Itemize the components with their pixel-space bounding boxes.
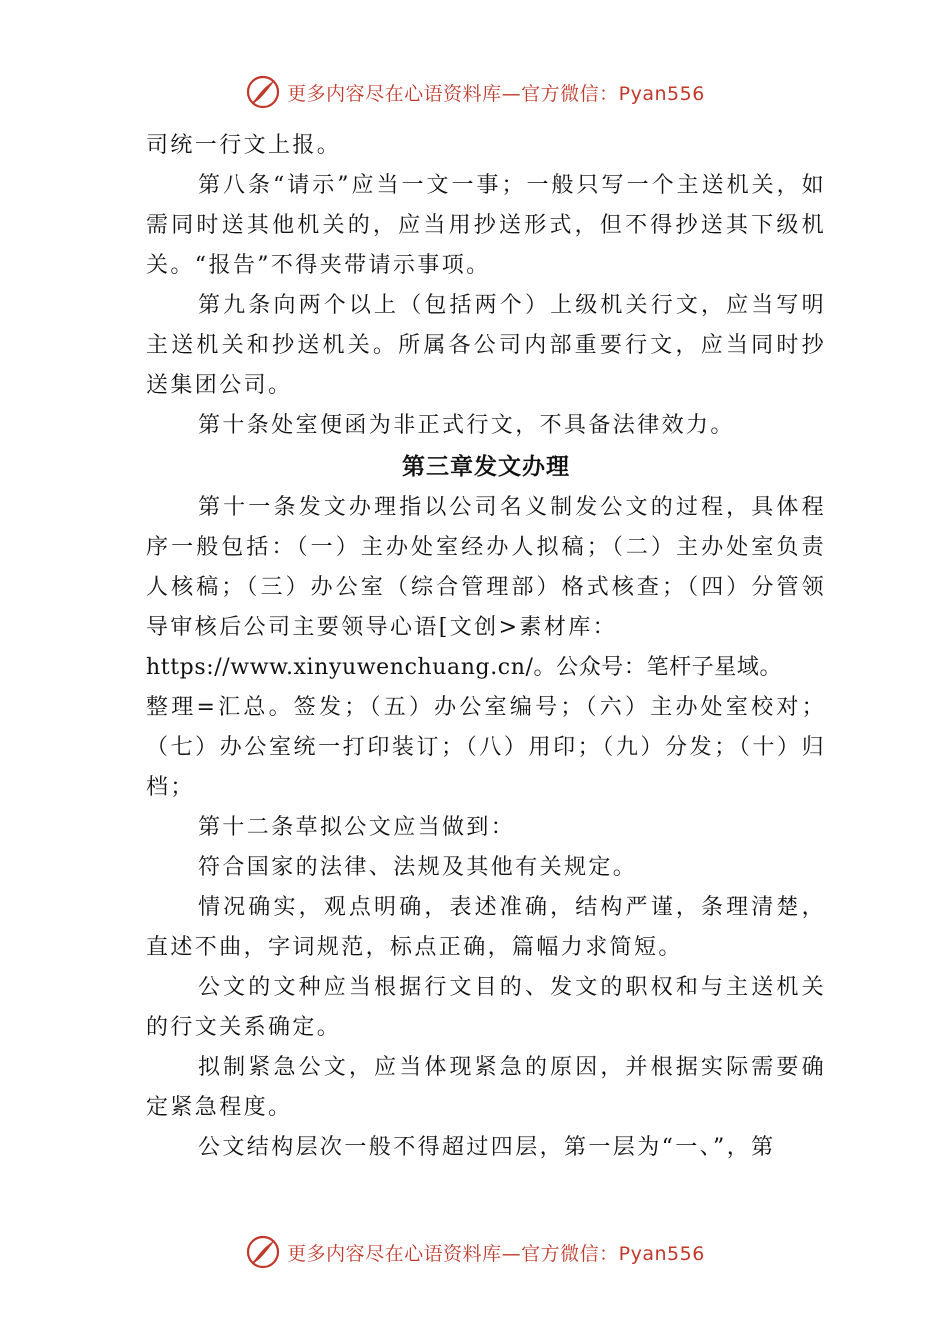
- rule-document-type: 公文的文种应当根据行文目的、发文的职权和与主送机关的行文关系确定。: [146, 975, 826, 1040]
- article-11-continued: 整理=汇总。签发；（五）办公室编号；（六）主办处室校对；（七）办公室统一打印装订；（八）用印；（九）分发；（十）归档；: [146, 695, 826, 800]
- header-banner: [0, 72, 950, 112]
- article-11: 第十一条发文办理指以公司名义制发公文的过程，具体程序一般包括：（一）主办处室经办人拟稿；（二）主办处室负责人核稿；（三）办公室（综合管理部）格式核查；（四）分管领导审核后公司主要领导心语[文创>素材库：: [146, 495, 826, 640]
- article-11-url-line: https://www.xinyuwenchuang.cn/。公众号：笔杆子星域。: [146, 655, 783, 680]
- rule-clarity: 情况确实，观点明确，表述准确，结构严谨，条理清楚，直述不曲，字词规范，标点正确，篇幅力求简短。: [146, 895, 826, 960]
- rule-urgent-documents: 拟制紧急公文，应当体现紧急的原因，并根据实际需要确定紧急程度。: [146, 1055, 826, 1120]
- document-body: [146, 126, 826, 1168]
- article-9: 第九条向两个以上（包括两个）上级机关行文，应当写明主送机关和抄送机关。所属各公司内部重要行文，应当同时抄送集团公司。: [146, 293, 826, 398]
- chapter-title: 第三章发文办理: [402, 454, 570, 480]
- rule-structure-levels: 公文结构层次一般不得超过四层，第一层为“一、”，第: [198, 1135, 776, 1160]
- footer-banner-text: 更多内容尽在心语资料库—官方微信：Pyan556: [287, 1242, 705, 1265]
- article-12: 第十二条草拟公文应当做到：: [198, 815, 516, 840]
- article-10: 第十条处室便函为非正式行文，不具备法律效力。: [198, 413, 735, 438]
- quill-pen-logo-icon: [245, 1234, 281, 1270]
- header-banner-text: 更多内容尽在心语资料库—官方微信：Pyan556: [287, 82, 705, 105]
- quill-pen-logo-icon: [245, 74, 281, 110]
- footer-banner: [0, 1232, 950, 1272]
- rule-legal-compliance: 符合国家的法律、法规及其他有关规定。: [198, 855, 638, 880]
- paragraph-continuation: 司统一行文上报。: [146, 133, 342, 158]
- article-8: 第八条“请示”应当一文一事；一般只写一个主送机关，如需同时送其他机关的，应当用抄送形式，但不得抄送其下级机关。“报告”不得夹带请示事项。: [146, 173, 826, 278]
